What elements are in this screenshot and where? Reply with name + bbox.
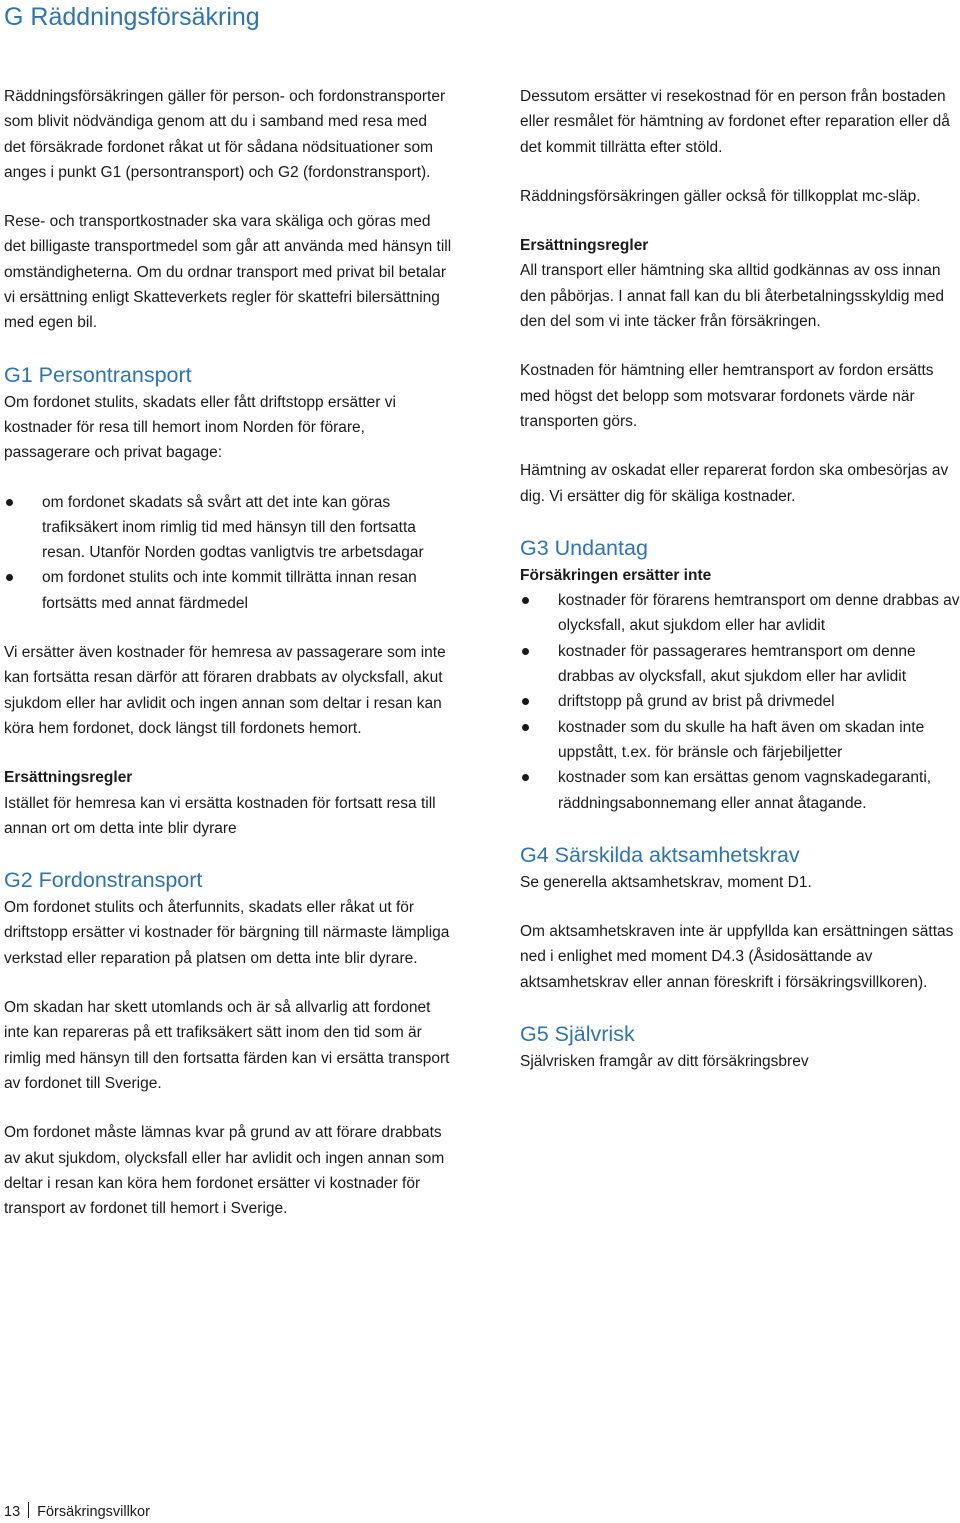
footer-label: Försäkringsvillkor <box>37 1504 150 1520</box>
list-item: om fordonet stulits och inte kommit tillrätta innan resan fortsätts med annat färdmedel <box>4 565 452 616</box>
footer-divider <box>28 1502 29 1518</box>
g1-intro: Om fordonet stulits, skadats eller fått driftstopp ersätter vi kostnader för resa till hemort inom Norden för förare, passagerare och privat bagage: <box>4 393 396 462</box>
g3-heading: G3 Undantag <box>520 535 648 560</box>
g1-rules-label: Ersättningsregler <box>4 769 133 787</box>
g1-heading: G1 Persontransport <box>4 362 192 387</box>
g5-heading: G5 Självrisk <box>520 1022 635 1047</box>
rules-label: Ersättningsregler <box>520 237 649 255</box>
intro-paragraph: Räddningsförsäkringen gäller för person- och fordonstransporter som blivit nödvändiga genom att du i samband med resa med det försäkrade fordonet råkat ut för sådana nödsituationer som anges i punkt G1 (persontransport) och G2 (fordonstransport). <box>4 88 446 181</box>
page-title: G Räddningsförsäkring <box>4 3 260 31</box>
list-item: kostnader som du skulle ha haft även om skadan inte uppstått, t.ex. för bränsle och färjebiljetter <box>520 715 960 766</box>
cost-paragraph: Rese- och transportkostnader ska vara skäliga och göras med det billigaste transportmedel som går att använda med hänsyn till omständigheterna. Om du ordnar transport med privat bil betalar vi ersättning enligt Skatteverkets regler för skattefri bilersättning med egen bil. <box>4 213 452 332</box>
left-column <box>4 84 452 1245</box>
right-paragraph-2: Räddningsförsäkringen gäller också för tillkopplat mc-släp. <box>520 187 921 205</box>
right-paragraph-4: Hämtning av oskadat eller reparerat fordon ska ombesörjas av dig. Vi ersätter dig för skäliga kostnader. <box>520 462 949 505</box>
list-item: kostnader som kan ersättas genom vagnskadegaranti, räddningsabonnemang eller annat åtagande. <box>520 765 960 816</box>
g4-heading: G4 Särskilda aktsamhetskrav <box>520 842 800 867</box>
g3-label: Försäkringen ersätter inte <box>520 566 712 584</box>
page-number: 13 <box>4 1504 21 1520</box>
list-item: driftstopp på grund av brist på drivmedel <box>520 689 960 714</box>
g3-bullet-list <box>520 588 960 816</box>
g4-paragraph-1: Se generella aktsamhetskrav, moment D1. <box>520 873 812 891</box>
g2-paragraph-1: Om fordonet stulits och återfunnits, skadats eller råkat ut för driftstopp ersätter vi kostnader för bärgning till närmaste lämpliga verkstad eller reparation på platsen om detta inte blir dyrare. <box>4 899 450 967</box>
g2-heading: G2 Fordonstransport <box>4 868 203 893</box>
list-item: om fordonet skadats så svårt att det inte kan göras trafiksäkert inom rimlig tid med hänsyn till den fortsatta resan. Utanför Norden godtas vanligtvis tre arbetsdagar <box>4 490 452 566</box>
g1-rules-text: Istället för hemresa kan vi ersätta kostnaden för fortsatt resa till annan ort om detta inte blir dyrare <box>4 794 436 837</box>
g2-paragraph-2: Om skadan har skett utomlands och är så allvarlig att fordonet inte kan repareras på ett trafiksäkert sätt inom den tid som är rimlig med hänsyn till den fortsatta färden kan vi ersätta transport av fordonet till Sverige. <box>4 999 450 1092</box>
g2-paragraph-3: Om fordonet måste lämnas kvar på grund av att förare drabbats av akut sjukdom, olycksfall eller har avlidit och ingen annan som deltar i resan kan köra hem fordonet ersätter vi kostnader för transport av fordonet till hemort i Sverige. <box>4 1124 445 1218</box>
right-column <box>520 84 960 1098</box>
right-paragraph-1: Dessutom ersätter vi resekostnad för en person från bostaden eller resmålet för hämtning av fordonet efter reparation eller då det kommit tillrätta efter stöld. <box>520 88 950 156</box>
g4-paragraph-2: Om aktsamhetskraven inte är uppfyllda kan ersättningen sättas ned i enlighet med moment D4.3 (Åsidosättande av aktsamhetskrav eller annan föreskrift i försäkringsvillkoren). <box>520 923 954 991</box>
page-footer <box>4 1502 150 1522</box>
list-item: kostnader för passagerares hemtransport om denne drabbas av olycksfall, akut sjukdom eller har avlidit <box>520 639 960 690</box>
g1-bullet-list <box>4 490 452 616</box>
g5-paragraph: Självrisken framgår av ditt försäkringsbrev <box>520 1053 809 1071</box>
list-item: kostnader för förarens hemtransport om denne drabbas av olycksfall, akut sjukdom eller har avlidit <box>520 588 960 639</box>
g1-passenger-paragraph: Vi ersätter även kostnader för hemresa av passagerare som inte kan fortsätta resan därför att föraren drabbats av olycksfall, akut sjukdom eller har avlidit och ingen annan som deltar i resan kan köra hem fordonet, dock längst till fordonets hemort. <box>4 644 446 737</box>
right-paragraph-3: Kostnaden för hämtning eller hemtransport av fordon ersätts med högst det belopp som motsvarar fordonets värde när transporten görs. <box>520 362 934 430</box>
rules-text: All transport eller hämtning ska alltid godkännas av oss innan den påbörjas. I annat fall kan du bli återbetalningsskyldig med den del som vi inte täcker från försäkringen. <box>520 262 944 331</box>
